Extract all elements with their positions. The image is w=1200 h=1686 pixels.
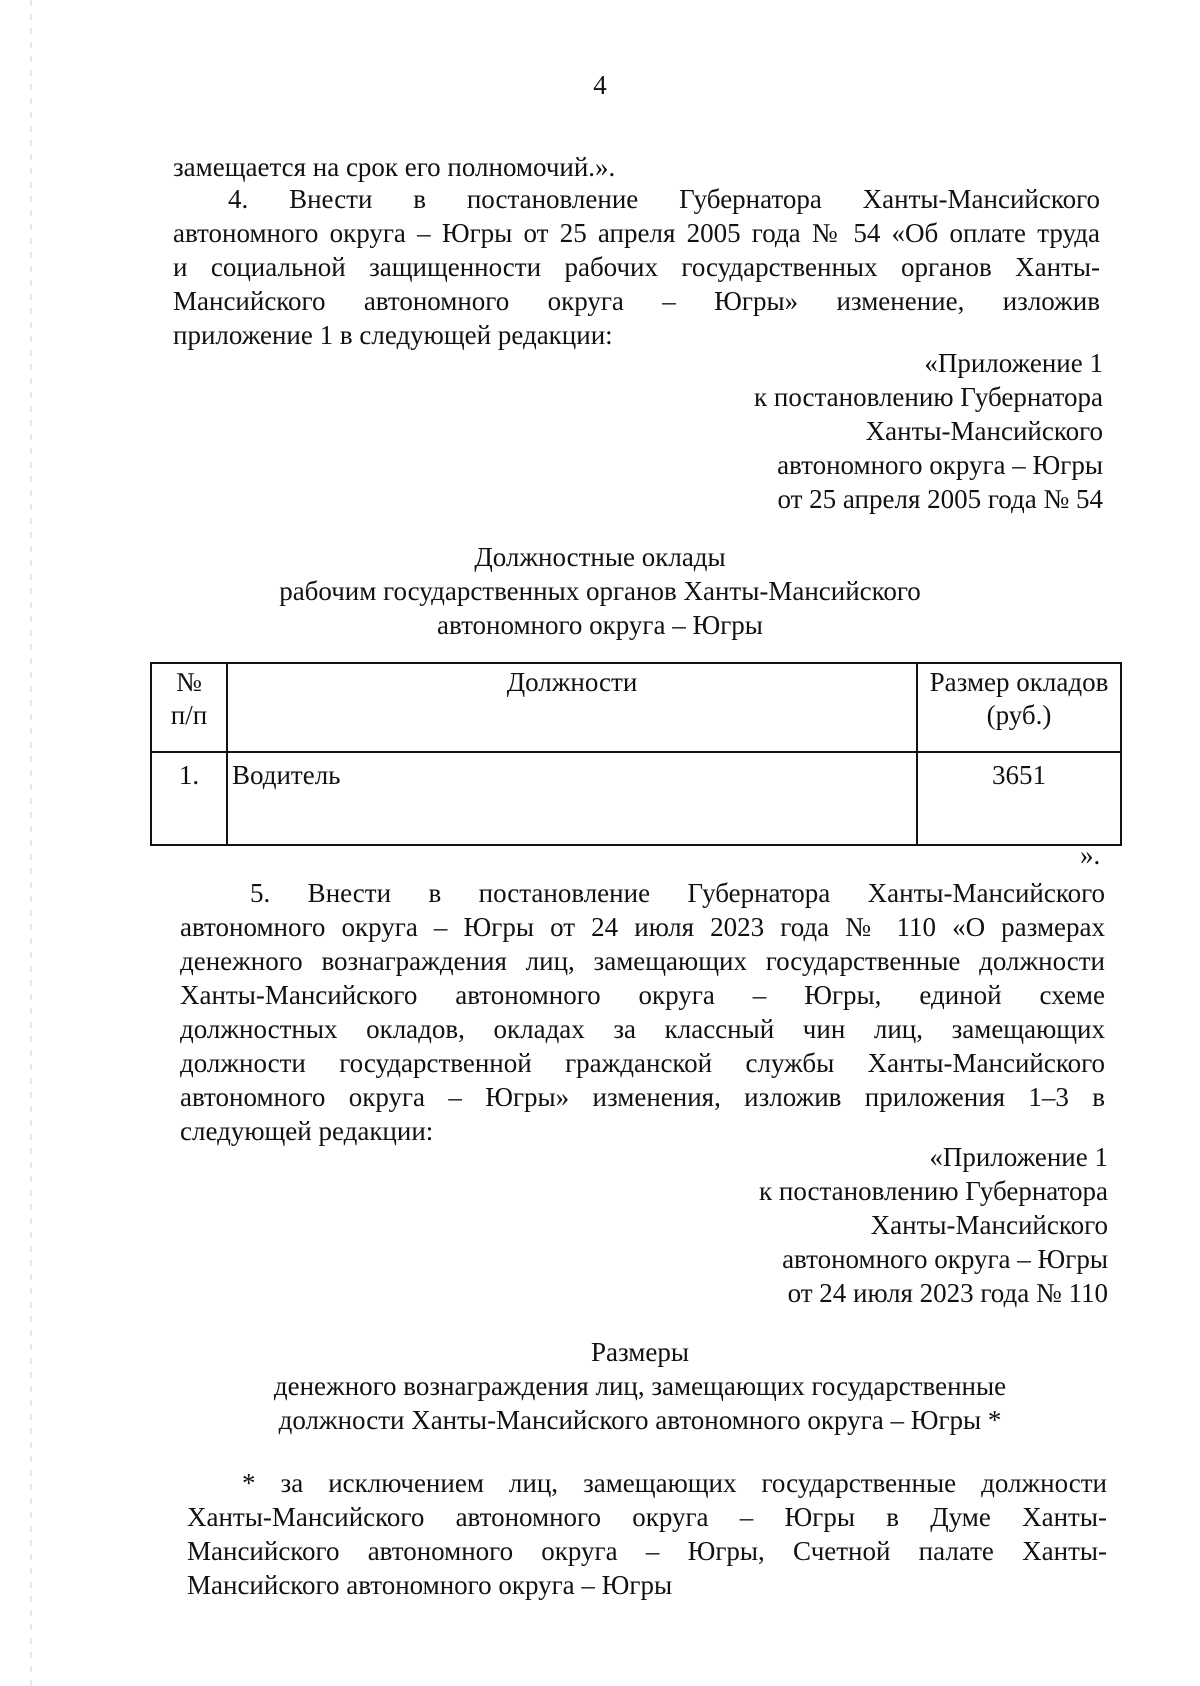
header-position: Должности bbox=[227, 663, 917, 752]
footnote-line: * за исключением лиц, замещающих государственные должности bbox=[242, 1468, 1107, 1498]
appendix-2-heading bbox=[600, 1140, 1108, 1310]
para5-line: автономного округа – Югры от 24 июля 2023 года № 110 «О размерах bbox=[180, 912, 1105, 942]
row-position: Водитель bbox=[227, 752, 917, 845]
para5-line: 5. Внести в постановление Губернатора Ханты-Мансийского bbox=[250, 878, 1105, 908]
para4-line: и социальной защищенности рабочих государственных органов Ханты- bbox=[173, 252, 1100, 282]
appendix1-line: «Приложение 1 bbox=[924, 348, 1103, 378]
title-salaries bbox=[0, 540, 1200, 642]
appendix-1-heading bbox=[600, 346, 1103, 516]
title2-line: Размеры bbox=[591, 1337, 689, 1367]
closing-quote: ». bbox=[1080, 840, 1101, 870]
title1-line: автономного округа – Югры bbox=[437, 610, 763, 640]
title1-line: рабочим государственных органов Ханты-Мансийского bbox=[279, 576, 921, 606]
para4-line: Мансийского автономного округа – Югры» изменение, изложив bbox=[173, 286, 1100, 316]
title2-line: денежного вознаграждения лиц, замещающих государственные bbox=[273, 1371, 1007, 1401]
title2-line: должности Ханты-Мансийского автономного округа – Югры * bbox=[278, 1405, 1002, 1435]
footnote-line: Мансийского автономного округа – Югры, Счетной палате Ханты- bbox=[187, 1536, 1107, 1566]
table-row bbox=[151, 752, 1121, 845]
page-number: 4 bbox=[593, 70, 607, 100]
salary-table bbox=[150, 662, 1122, 846]
para5-line: автономного округа – Югры» изменения, изложив приложения 1–3 в bbox=[180, 1082, 1105, 1112]
appendix2-line: к постановлению Губернатора bbox=[759, 1176, 1108, 1206]
header-num bbox=[151, 663, 227, 752]
appendix1-line: Ханты-Мансийского bbox=[865, 416, 1103, 446]
appendix2-line: автономного округа – Югры bbox=[782, 1244, 1108, 1274]
footnote bbox=[187, 1466, 1107, 1602]
title1-line: Должностные оклады bbox=[474, 542, 726, 572]
appendix1-line: от 25 апреля 2005 года № 54 bbox=[777, 484, 1103, 514]
appendix2-line: от 24 июля 2023 года № 110 bbox=[787, 1278, 1108, 1308]
para5-line: должностных окладов, окладах за классный чин лиц, замещающих bbox=[180, 1014, 1105, 1044]
appendix1-line: к постановлению Губернатора bbox=[754, 382, 1103, 412]
intro-text: замещается на срок его полномочий.». bbox=[173, 152, 616, 182]
para5-line: Ханты-Мансийского автономного округа – Югры, единой схеме bbox=[180, 980, 1105, 1010]
header-num-line1: № bbox=[176, 667, 202, 697]
header-salary-size bbox=[917, 663, 1121, 752]
para4-line: автономного округа – Югры от 25 апреля 2005 года № 54 «Об оплате труда bbox=[173, 218, 1100, 248]
row-salary: 3651 bbox=[917, 752, 1121, 845]
scan-edge bbox=[30, 0, 32, 1686]
header-num-line2: п/п bbox=[170, 700, 208, 730]
header-size-line1: Размер окладов bbox=[929, 667, 1109, 697]
para5-line: следующей редакции: bbox=[180, 1116, 434, 1146]
footnote-line: Мансийского автономного округа – Югры bbox=[187, 1570, 673, 1600]
paragraph-5 bbox=[180, 876, 1105, 1148]
footnote-line: Ханты-Мансийского автономного округа – Югры в Думе Ханты- bbox=[187, 1502, 1107, 1532]
appendix2-line: Ханты-Мансийского bbox=[870, 1210, 1108, 1240]
para4-line: приложение 1 в следующей редакции: bbox=[173, 320, 613, 350]
para4-line: 4. Внести в постановление Губернатора Ханты-Мансийского bbox=[228, 184, 1100, 214]
table-header-row bbox=[151, 663, 1121, 752]
intro-line bbox=[173, 150, 1073, 184]
appendix1-line: автономного округа – Югры bbox=[777, 450, 1103, 480]
paragraph-4 bbox=[173, 182, 1100, 352]
header-size-line2: (руб.) bbox=[986, 700, 1052, 730]
row-num: 1. bbox=[151, 752, 227, 845]
para5-line: денежного вознаграждения лиц, замещающих государственные должности bbox=[180, 946, 1105, 976]
appendix2-line: «Приложение 1 bbox=[929, 1142, 1108, 1172]
para5-line: должности государственной гражданской службы Ханты-Мансийского bbox=[180, 1048, 1105, 1078]
title-remuneration bbox=[40, 1335, 1200, 1437]
